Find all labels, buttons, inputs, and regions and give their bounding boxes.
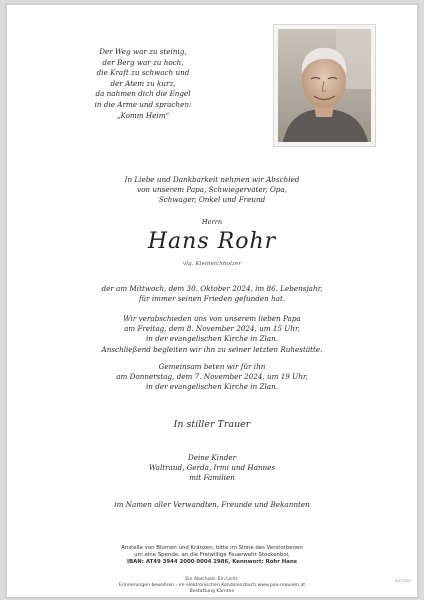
deceased-name: Hans Rohr <box>147 229 277 254</box>
publisher-line: Erinnerungen bewahren - im elektronischen Kondolenzbuch www.pax-requiem.at <box>118 582 306 588</box>
poem-line: „Komm Heim“ <box>116 110 170 120</box>
poem-line: in die Arme und sprachen: <box>94 99 192 109</box>
intro-text <box>7 175 417 206</box>
donation-line: um eine Spende, an die Freiwillige Feuerwehr Stockenboi, <box>134 552 290 559</box>
memorial-poem <box>33 47 253 121</box>
farewell-line: am Freitag, dem 8. November 2024, um 15 Uhr, <box>124 324 300 334</box>
farewell-line: Wir verabschieden uns von unserem lieben Papa <box>123 314 301 323</box>
nickname: vlg. Kleineichholzer <box>182 261 242 267</box>
donation-line: IBAN: AT49 3944 2000 0004 2986, Kennwort: Rohr Hans <box>127 559 297 566</box>
intro-line: Schwager, Onkel und Freund <box>158 195 266 205</box>
publisher-line: Ein Abschied. Ein Licht. <box>185 577 239 582</box>
publisher-info <box>7 577 417 594</box>
death-notice <box>7 284 417 304</box>
family-line: mit Familien <box>189 473 235 483</box>
farewell-line: in der evangelischen Kirche in Zlan. <box>146 334 278 344</box>
portrait-image <box>278 29 371 142</box>
death-notice-line: für immer seinen Frieden gefunden hat. <box>138 294 286 304</box>
poem-line: Der Weg war zu steinig, <box>99 47 187 56</box>
obituary-page <box>6 4 418 598</box>
portrait-photo <box>273 24 376 147</box>
family-line: Deine Kinder <box>187 453 237 462</box>
poem-line: der Atem zu kurz, <box>110 78 176 88</box>
poem-line: die Kraft zu schwach und <box>96 68 190 78</box>
farewell-line: Anschließend begleiten wir ihn zu seiner letzten Ruhestätte. <box>101 344 323 354</box>
prayer-line: am Donnerstag, dem 7. November 2024, um 19 Uhr, <box>116 372 308 382</box>
farewell-service <box>7 314 417 355</box>
prayer-line: Gemeinsam beten wir für ihn <box>158 362 266 371</box>
prayer-line: in der evangelischen Kirche in Zlan. <box>146 382 278 392</box>
mourning-heading: In stiller Trauer <box>173 419 251 430</box>
intro-line: In Liebe und Dankbarkeit nehmen wir Abschied <box>124 175 300 184</box>
prayer-service <box>7 362 417 393</box>
poem-line: da nahmen dich die Engel <box>95 89 191 99</box>
publisher-line: Bestattung Kärnten <box>189 588 235 594</box>
salutation: Herrn <box>201 218 223 226</box>
family-list <box>7 453 417 484</box>
family-line: Waltraud, Gerda, Irmi und Hannes <box>148 463 276 473</box>
poem-line: der Berg war zu hoch, <box>102 57 184 67</box>
relatives-line: im Namen aller Verwandten, Freunde und Bekannten <box>114 500 310 509</box>
donation-line: Anstelle von Blumen und Kränzen, bitte im Sinne des Verstorbenen <box>121 545 303 551</box>
death-notice-line: der am Mittwoch, dem 30. Oktober 2024, im 86. Lebensjahr, <box>101 284 323 293</box>
donation-note <box>7 545 417 567</box>
intro-line: von unserem Papa, Schwiegervater, Opa, <box>137 185 287 195</box>
document-code: K-07-2/07 <box>394 579 411 583</box>
